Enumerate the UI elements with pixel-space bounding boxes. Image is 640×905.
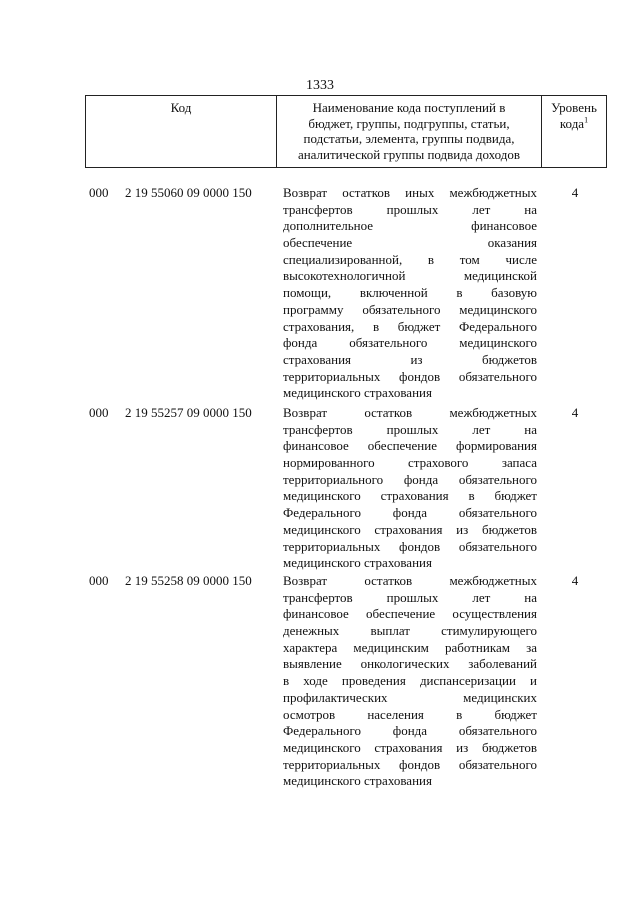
description-line: территориальных фондов обязательного [283, 756, 537, 772]
description-line: Возврат остатков иных межбюджетных [283, 185, 537, 200]
code-level: 4 [571, 573, 579, 588]
description-line: финансовое обеспечение осуществления [283, 606, 537, 622]
description-line: денежных выплат стимулирующего [283, 623, 537, 639]
description-line: медицинского страхования [283, 385, 432, 401]
description-line: финансовое обеспечение формирования [283, 438, 537, 454]
header-name-line: аналитической группы подвида доходов [297, 146, 521, 162]
description-line: обеспечение оказания [283, 235, 537, 251]
code-description [283, 573, 537, 790]
admin-code: 000 [89, 573, 109, 588]
header-code: Код [86, 96, 277, 167]
description-line: профилактических медицинских [283, 689, 537, 705]
header-level-line: Уровень [551, 100, 597, 115]
header-name-line: подстатьи, элемента, группы подвида, [303, 131, 515, 146]
code-description [283, 405, 537, 572]
revenue-code: 2 19 55258 09 0000 150 [125, 573, 252, 588]
description-line: Федерального фонда обязательного [283, 723, 537, 739]
description-line: нормированного страхового запаса [283, 455, 537, 471]
description-line: характера медицинским работникам за [283, 639, 537, 655]
description-line: территориальных фондов обязательного [283, 538, 537, 554]
description-line: Возврат остатков межбюджетных [283, 405, 537, 420]
description-line: фонда обязательного медицинского [283, 335, 537, 351]
description-line: в ходе проведения диспансеризации и [283, 673, 537, 689]
description-line: трансфертов прошлых лет на [283, 201, 537, 217]
description-line: Федерального фонда обязательного [283, 505, 537, 521]
page-number: 1333 [306, 78, 334, 93]
code-level: 4 [571, 405, 579, 420]
footnote-marker: 1 [584, 115, 589, 125]
header-level-line2 [542, 116, 606, 132]
header-name-line: Наименование кода поступлений в [312, 100, 506, 115]
description-line: территориальных фондов обязательного [283, 368, 537, 384]
description-line: высокотехнологичной медицинской [283, 268, 537, 284]
description-line: специализированной, в том числе [283, 251, 537, 267]
description-line: территориального фонда обязательного [283, 471, 537, 487]
description-line: медицинского страхования [283, 555, 432, 571]
admin-code: 000 [89, 405, 109, 420]
admin-code: 000 [89, 185, 109, 200]
description-line: трансфертов прошлых лет на [283, 589, 537, 605]
description-line: осмотров населения в бюджет [283, 706, 537, 722]
description-line: программу обязательного медицинского [283, 301, 537, 317]
revenue-code: 2 19 55257 09 0000 150 [125, 405, 252, 420]
table-header [85, 95, 607, 168]
code-description [283, 185, 537, 402]
code-level: 4 [571, 185, 579, 200]
description-line: страхования из бюджетов [283, 351, 537, 367]
description-line: медицинского страхования из бюджетов [283, 521, 537, 537]
description-line: выявление онкологических заболеваний [283, 656, 537, 672]
description-line: Возврат остатков межбюджетных [283, 573, 537, 588]
description-line: страхования, в бюджет Федерального [283, 318, 537, 334]
description-line: медицинского страхования в бюджет [283, 488, 537, 504]
header-name-line: бюджет, группы, подгруппы, статьи, [308, 115, 510, 131]
header-name [277, 96, 542, 167]
header-level [542, 96, 606, 167]
description-line: медицинского страхования [283, 773, 432, 789]
revenue-code: 2 19 55060 09 0000 150 [125, 185, 252, 200]
description-line: помощи, включенной в базовую [283, 285, 537, 301]
description-line: медицинского страхования из бюджетов [283, 739, 537, 755]
header-level-word: кода [559, 115, 585, 131]
description-line: дополнительное финансовое [283, 218, 537, 234]
description-line: трансфертов прошлых лет на [283, 421, 537, 437]
